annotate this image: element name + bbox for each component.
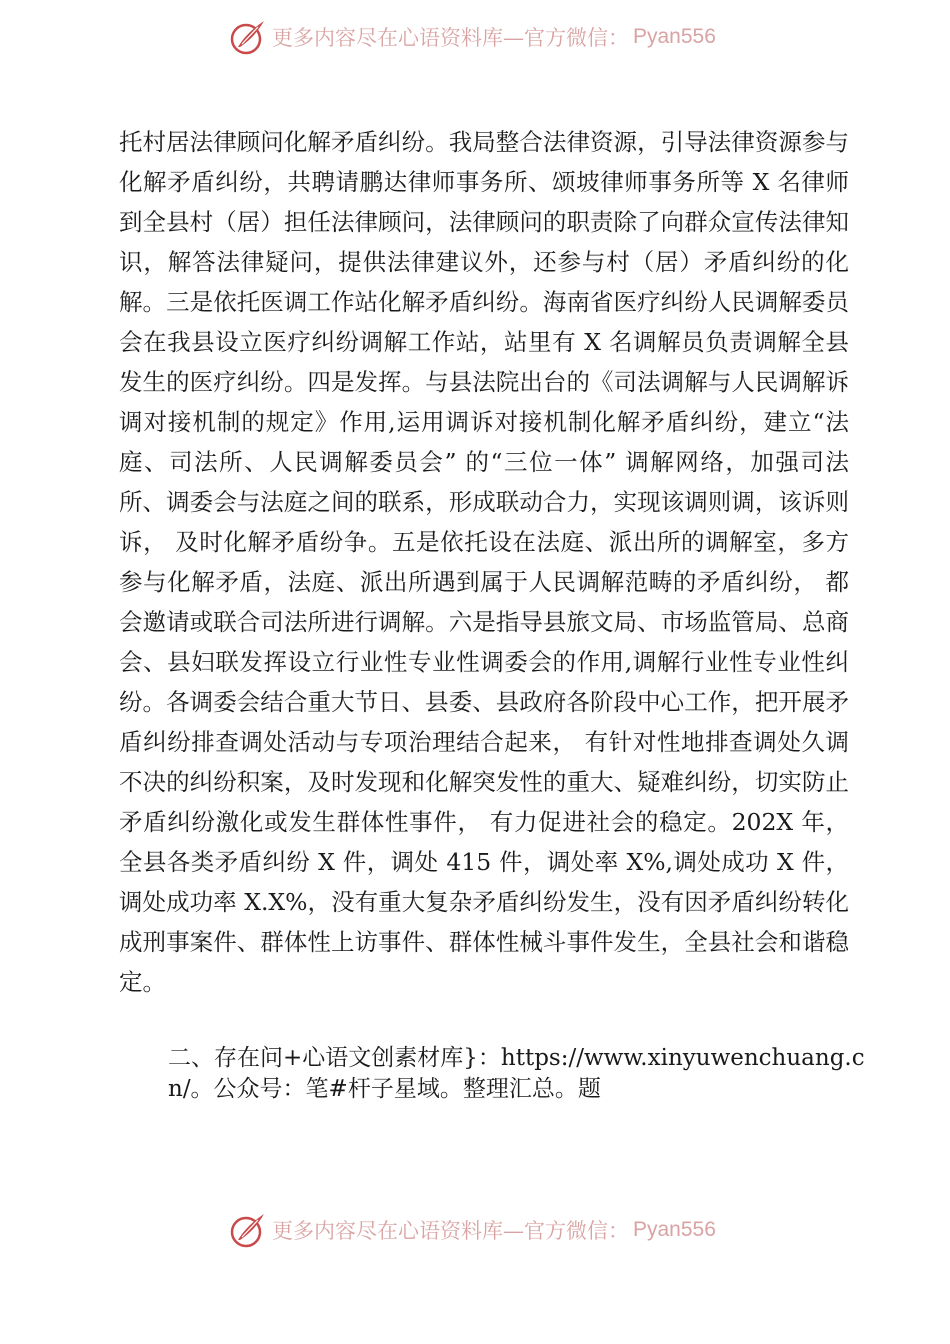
section-note: 二、存在问+心语文创素材库}：https://www.xinyuwenchuang.cn/。公众号：笔#杆子星域。整理汇总。题 bbox=[168, 1045, 865, 1102]
header-banner-text: 更多内容尽在心语资料库—官方微信： bbox=[272, 26, 629, 50]
header-banner bbox=[228, 17, 748, 57]
footer-banner-wechat-id: Pyan556 bbox=[633, 1218, 716, 1241]
footer-banner-text: 更多内容尽在心语资料库—官方微信： bbox=[272, 1219, 629, 1243]
quill-logo-icon bbox=[228, 1210, 268, 1250]
header-banner-wechat-id: Pyan556 bbox=[633, 25, 716, 48]
body-paragraph: 托村居法律顾问化解矛盾纠纷。我局整合法律资源，引导法律资源参与化解矛盾纠纷，共聘请鹏达律师事务所、颂坡律师事务所等 X 名律师到全县村（居）担任法律顾问，法律顾问的职责除了向群众宣传法律知识，解答法律疑问，提供法律建议外，还参与村（居）矛盾纠纷的化解。三是依托医调工作站化解矛盾纠纷。海南省医疗纠纷人民调解委员会在我县设立医疗纠纷调解工作站，站里有 X 名调解员负责调解全县发生的医疗纠纷。四是发挥。与县法院出台的《司法调解与人民调解诉调对接机制的规定》作用,运用调诉对接机制化解矛盾纠纷，建立“法庭、司法所、人民调解委员会” 的“三位一体” 调解网络，加强司法所、调委会与法庭之间的联系，形成联动合力，实现该调则调，该诉则诉， 及时化解矛盾纷争。五是依托设在法庭、派出所的调解室，多方参与化解矛盾，法庭、派出所遇到属于人民调解范畴的矛盾纠纷， 都会邀请或联合司法所进行调解。六是指导县旅文局、市场监管局、总商会、县妇联发挥设立行业性专业性调委会的作用,调解行业性专业性纠纷。各调委会结合重大节日、县委、县政府各阶段中心工作，把开展矛盾纠纷排查调处活动与专项治理结合起来， 有针对性地排查调处久调不决的纠纷积案，及时发现和化解突发性的重大、疑难纠纷，切实防止矛盾纠纷激化或发生群体性事件， 有力促进社会的稳定。202X 年，全县各类矛盾纠纷 X 件，调处 415 件，调处率 X%,调处成功 X 件，调处成功率 X.X%，没有重大复杂矛盾纠纷发生，没有因矛盾纠纷转化成刑事案件、群体性上访事件、群体性械斗事件发生，全县社会和谐稳定。 bbox=[119, 128, 849, 996]
footer-banner bbox=[228, 1210, 748, 1250]
quill-logo-icon bbox=[228, 17, 268, 57]
